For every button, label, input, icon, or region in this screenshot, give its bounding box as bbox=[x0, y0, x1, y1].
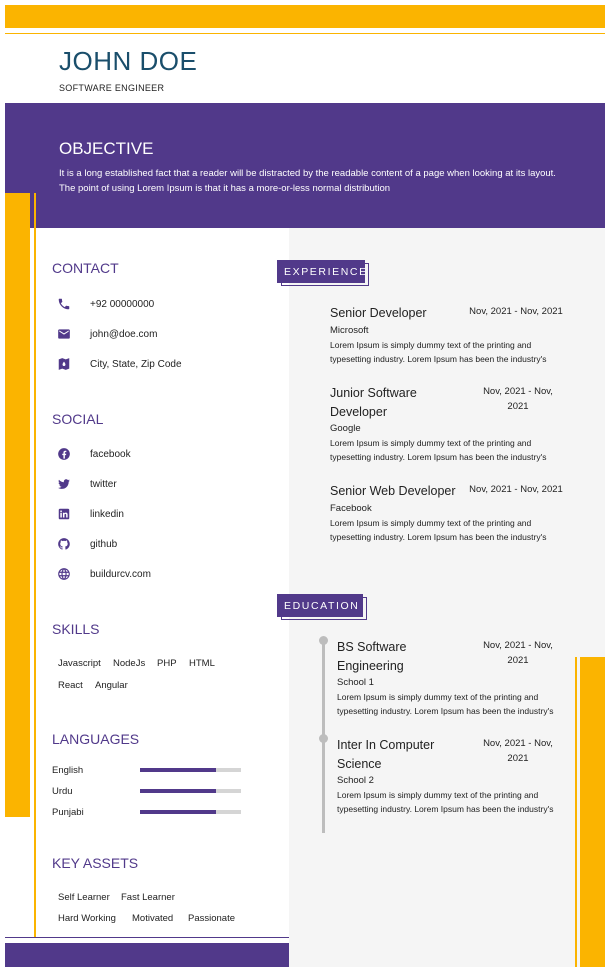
email-icon bbox=[57, 327, 90, 341]
language-level-fill bbox=[140, 789, 216, 793]
linkedin-text: linkedin bbox=[90, 508, 124, 520]
desc-line: typesetting industry. Lorem Ipsum has been the industry's bbox=[330, 531, 547, 542]
skills-title: SKILLS bbox=[52, 621, 100, 637]
skill-tag: Javascript bbox=[58, 658, 101, 669]
date-line: Nov, 2021 - Nov, 2021 bbox=[469, 306, 563, 317]
website-text: buildurcv.com bbox=[90, 568, 151, 580]
social-item-website[interactable] bbox=[57, 564, 151, 584]
date-line: Nov, 2021 - Nov, bbox=[483, 640, 553, 651]
social-title: SOCIAL bbox=[52, 411, 104, 427]
education-school: School 1 bbox=[337, 677, 374, 688]
desc-line: Lorem Ipsum is simply dummy text of the printing and bbox=[337, 790, 539, 800]
degree-line: Engineering bbox=[337, 659, 404, 673]
experience-role bbox=[330, 304, 480, 323]
skill-tag: React bbox=[58, 680, 83, 691]
map-icon bbox=[57, 357, 90, 371]
role-line: Junior Software bbox=[330, 386, 417, 400]
experience-role bbox=[330, 384, 480, 422]
objective-title: OBJECTIVE bbox=[59, 139, 154, 158]
experience-date bbox=[468, 384, 568, 414]
education-date bbox=[468, 736, 568, 766]
skill-tag: Angular bbox=[95, 680, 128, 691]
candidate-title: SOFTWARE ENGINEER bbox=[59, 83, 165, 93]
experience-role bbox=[330, 482, 480, 501]
experience-date bbox=[466, 482, 566, 497]
desc-line: Lorem Ipsum is simply dummy text of the printing and bbox=[337, 692, 539, 702]
language-level-fill bbox=[140, 768, 216, 772]
desc-line: typesetting industry. Lorem Ipsum has been the industry's bbox=[337, 803, 554, 814]
asset-tag: Fast Learner bbox=[121, 892, 175, 903]
date-line: Nov, 2021 - Nov, bbox=[483, 738, 553, 749]
skill-tag: NodeJs bbox=[113, 658, 146, 669]
right-accent-line bbox=[575, 657, 577, 967]
phone-icon bbox=[57, 297, 90, 311]
language-name: Urdu bbox=[52, 786, 73, 797]
linkedin-icon bbox=[57, 507, 90, 521]
language-level-bar bbox=[140, 810, 241, 814]
social-item-twitter[interactable] bbox=[57, 474, 151, 494]
role-line: Senior Developer bbox=[330, 306, 427, 320]
education-desc bbox=[337, 691, 572, 718]
left-accent-line bbox=[34, 193, 36, 937]
objective-text bbox=[59, 166, 584, 196]
globe-icon bbox=[57, 567, 90, 581]
address-text: City, State, Zip Code bbox=[90, 358, 182, 370]
experience-org: Microsoft bbox=[330, 325, 369, 336]
asset-tag: Hard Working bbox=[58, 913, 116, 924]
date-line: 2021 bbox=[507, 753, 529, 764]
social-item-facebook[interactable] bbox=[57, 444, 151, 464]
timeline-dot bbox=[319, 636, 328, 645]
experience-org: Google bbox=[330, 423, 361, 434]
asset-tag: Passionate bbox=[188, 913, 236, 924]
education-degree bbox=[337, 736, 477, 774]
experience-org: Facebook bbox=[330, 503, 372, 514]
education-desc bbox=[337, 789, 572, 816]
language-name: English bbox=[52, 765, 84, 776]
bottom-accent-line bbox=[5, 937, 289, 938]
date-line: Nov, 2021 - Nov, 2021 bbox=[469, 484, 563, 495]
bottom-accent-bar bbox=[5, 943, 289, 967]
twitter-text: twitter bbox=[90, 478, 117, 490]
skill-tag: HTML bbox=[189, 658, 215, 669]
candidate-name: JOHN DOE bbox=[59, 46, 198, 76]
skill-tag: PHP bbox=[157, 658, 177, 669]
language-level-bar bbox=[140, 789, 241, 793]
desc-line: typesetting industry. Lorem Ipsum has been the industry's bbox=[330, 353, 547, 364]
asset-tag: Motivated bbox=[132, 913, 174, 924]
language-level-fill bbox=[140, 810, 216, 814]
language-level-bar bbox=[140, 768, 241, 772]
facebook-text: facebook bbox=[90, 448, 131, 460]
experience-date bbox=[466, 304, 566, 319]
objective-line: It is a long established fact that a reader will be distracted by the readable content of a page when looking at its layout. bbox=[59, 168, 556, 179]
role-line: Senior Web Developer bbox=[330, 484, 456, 498]
phone-text: +92 00000000 bbox=[90, 298, 155, 310]
languages-title: LANGUAGES bbox=[52, 731, 140, 747]
github-icon bbox=[57, 537, 90, 551]
contact-title: CONTACT bbox=[52, 260, 119, 276]
asset-tag: Self Learner bbox=[58, 892, 110, 903]
desc-line: Lorem Ipsum is simply dummy text of the printing and bbox=[330, 438, 532, 448]
education-degree bbox=[337, 638, 477, 676]
key-assets-title: KEY ASSETS bbox=[52, 855, 139, 871]
desc-line: typesetting industry. Lorem Ipsum has been the industry's bbox=[337, 705, 554, 716]
contact-item-address bbox=[57, 354, 182, 374]
objective-line: The point of using Lorem Ipsum is that it has a more-or-less normal distribution bbox=[59, 183, 391, 194]
top-accent-line bbox=[5, 33, 605, 34]
desc-line: typesetting industry. Lorem Ipsum has been the industry's bbox=[330, 451, 547, 462]
date-line: 2021 bbox=[507, 401, 529, 412]
timeline-dot bbox=[319, 734, 328, 743]
education-date bbox=[468, 638, 568, 668]
experience-desc bbox=[330, 517, 570, 544]
language-name: Punjabi bbox=[52, 807, 84, 818]
education-badge: EDUCATION bbox=[277, 594, 363, 617]
social-item-linkedin[interactable] bbox=[57, 504, 151, 524]
date-line: 2021 bbox=[507, 655, 529, 666]
role-line: Developer bbox=[330, 405, 387, 419]
degree-line: BS Software bbox=[337, 640, 407, 654]
twitter-icon bbox=[57, 477, 90, 491]
contact-list bbox=[57, 294, 182, 374]
facebook-icon bbox=[57, 447, 90, 461]
date-line: Nov, 2021 - Nov, bbox=[483, 386, 553, 397]
social-item-github[interactable] bbox=[57, 534, 151, 554]
left-accent-bar bbox=[5, 193, 30, 817]
degree-line: Inter In Computer bbox=[337, 738, 435, 752]
social-list bbox=[57, 444, 151, 584]
contact-item-email bbox=[57, 324, 182, 344]
top-accent-bar bbox=[5, 5, 605, 28]
experience-badge: EXPERIENCE bbox=[277, 260, 365, 283]
degree-line: Science bbox=[337, 757, 382, 771]
experience-desc bbox=[330, 437, 570, 464]
desc-line: Lorem Ipsum is simply dummy text of the printing and bbox=[330, 518, 532, 528]
right-accent-bar bbox=[580, 657, 605, 967]
experience-desc bbox=[330, 339, 570, 366]
desc-line: Lorem Ipsum is simply dummy text of the printing and bbox=[330, 340, 532, 350]
email-text: john@doe.com bbox=[90, 328, 158, 340]
github-text: github bbox=[90, 538, 118, 550]
education-school: School 2 bbox=[337, 775, 374, 786]
contact-item-phone bbox=[57, 294, 182, 314]
